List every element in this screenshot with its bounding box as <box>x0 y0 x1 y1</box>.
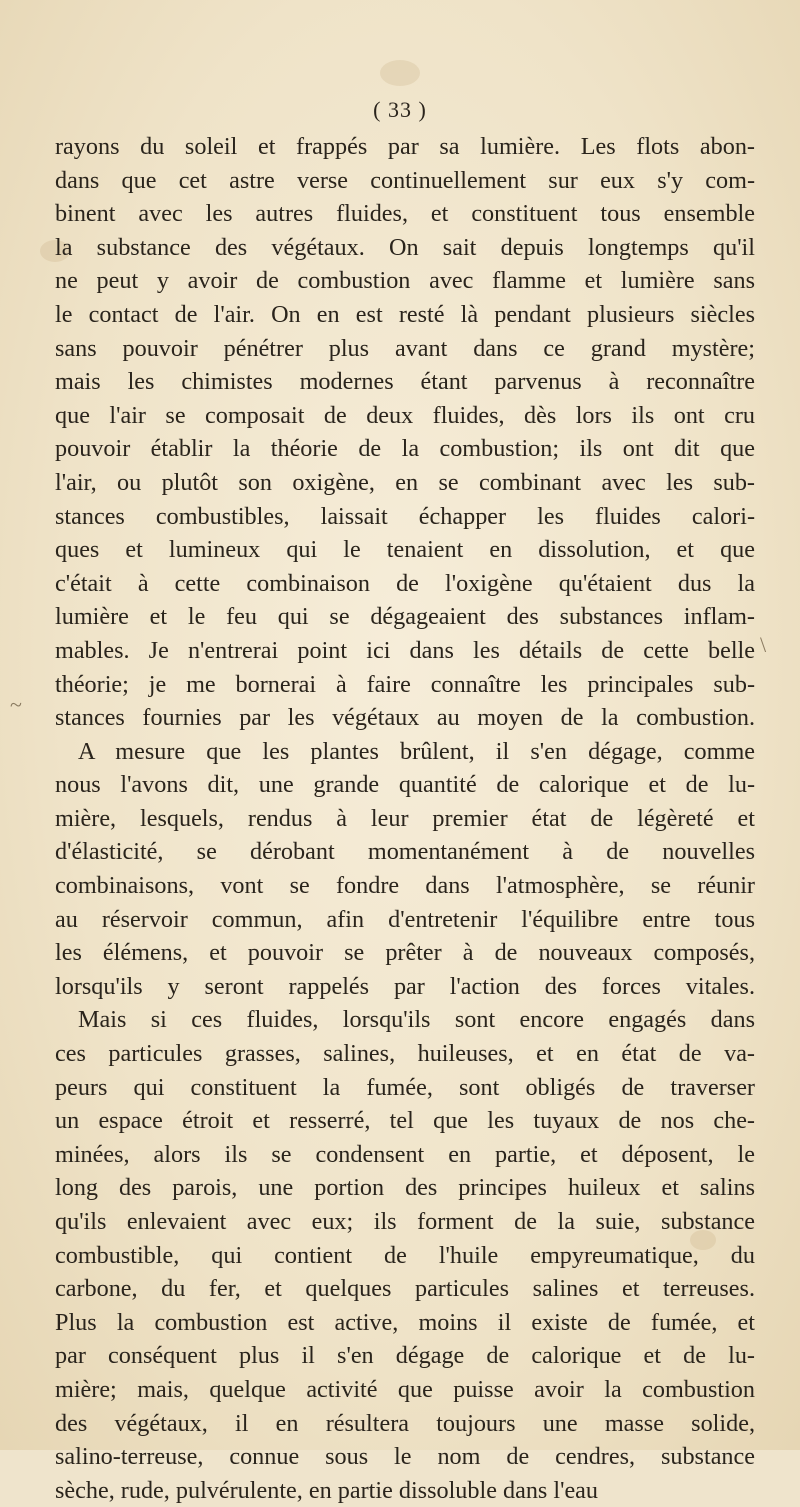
margin-mark: \ <box>760 632 767 657</box>
text-line: par conséquent plus il s'en dégage de calorique et de lu- <box>55 1342 755 1370</box>
text-line: un espace étroit et resserré, tel que les tuyaux de nos che- <box>55 1107 755 1135</box>
text-line: stances combustibles, laissait échapper les fluides calori- <box>55 502 755 530</box>
text-line: sèche, rude, pulvérulente, en partie dissoluble dans l'eau <box>55 1476 599 1504</box>
text-line: mables. Je n'entrerai point ici dans les détails de cette belle <box>55 636 755 664</box>
text-line: long des parois, une portion des principes huileux et salins <box>55 1174 755 1202</box>
text-line: d'élasticité, se dérobant momentanément à de nouvelles <box>55 838 755 866</box>
text-line: stances fournies par les végétaux au moyen de la combustion. <box>55 704 755 732</box>
text-line: mière, lesquels, rendus à leur premier état de légèreté et <box>55 804 755 832</box>
text-line: l'air, ou plutôt son oxigène, en se combinant avec les sub- <box>55 468 755 496</box>
text-line: salino-terreuse, connue sous le nom de cendres, substance <box>55 1443 755 1471</box>
page-number: ( 33 ) <box>373 97 427 122</box>
text-line: carbone, du fer, et quelques particules salines et terreuses. <box>55 1275 755 1303</box>
text-line: combustible, qui contient de l'huile empyreumatique, du <box>55 1241 755 1269</box>
text-line: mais les chimistes modernes étant parvenus à reconnaître <box>55 368 755 396</box>
text-line: binent avec les autres fluides, et constituent tous ensemble <box>55 200 755 228</box>
text-line: théorie; je me bornerai à faire connaître les principales sub- <box>55 670 755 698</box>
text-line: le contact de l'air. On en est resté là pendant plusieurs siècles <box>55 300 755 328</box>
text-line: qu'ils enlevaient avec eux; ils forment de la suie, substance <box>55 1208 755 1235</box>
text-line: que l'air se composait de deux fluides, dès lors ils ont cru <box>55 401 755 429</box>
text-line: peurs qui constituent la fumée, sont obligés de traverser <box>55 1073 755 1101</box>
text-line: sans pouvoir pénétrer plus avant dans ce grand mystère; <box>55 334 755 362</box>
text-line: rayons du soleil et frappés par sa lumière. Les flots abon- <box>55 133 755 160</box>
text-line: les élémens, et pouvoir se prêter à de nouveaux composés, <box>55 939 755 967</box>
text-line: mière; mais, quelque activité que puisse avoir la combustion <box>55 1375 755 1403</box>
text-line: Mais si ces fluides, lorsqu'ils sont encore engagés dans <box>78 1006 755 1034</box>
paper-stain <box>380 60 420 86</box>
text-line: ne peut y avoir de combustion avec flamme et lumière sans <box>55 267 755 295</box>
body-text <box>55 130 755 1507</box>
text-line: ques et lumineux qui le tenaient en dissolution, et que <box>55 536 755 564</box>
text-line: dans que cet astre verse continuellement sur eux s'y com- <box>55 166 755 194</box>
text-line: c'était à cette combinaison de l'oxigène qu'étaient dus la <box>55 569 755 597</box>
text-line: au réservoir commun, afin d'entretenir l'équilibre entre tous <box>55 905 755 933</box>
text-line: ces particules grasses, salines, huileuses, et en état de va- <box>55 1040 755 1068</box>
text-line: la substance des végétaux. On sait depuis longtemps qu'il <box>55 233 755 261</box>
text-line: lorsqu'ils y seront rappelés par l'action des forces vitales. <box>55 972 755 1000</box>
text-line: des végétaux, il en résultera toujours une masse solide, <box>55 1409 755 1437</box>
text-line: A mesure que les plantes brûlent, il s'en dégage, comme <box>78 737 755 765</box>
text-line: lumière et le feu qui se dégageaient des substances inflam- <box>55 603 755 631</box>
text-line: Plus la combustion est active, moins il existe de fumée, et <box>55 1308 755 1336</box>
text-line: minées, alors ils se condensent en partie, et déposent, le <box>55 1140 755 1168</box>
text-line: combinaisons, vont se fondre dans l'atmosphère, se réunir <box>55 872 755 900</box>
text-line: nous l'avons dit, une grande quantité de calorique et de lu- <box>55 771 755 799</box>
margin-mark: ~ <box>10 692 22 717</box>
text-line: pouvoir établir la théorie de la combustion; ils ont dit que <box>55 435 755 463</box>
